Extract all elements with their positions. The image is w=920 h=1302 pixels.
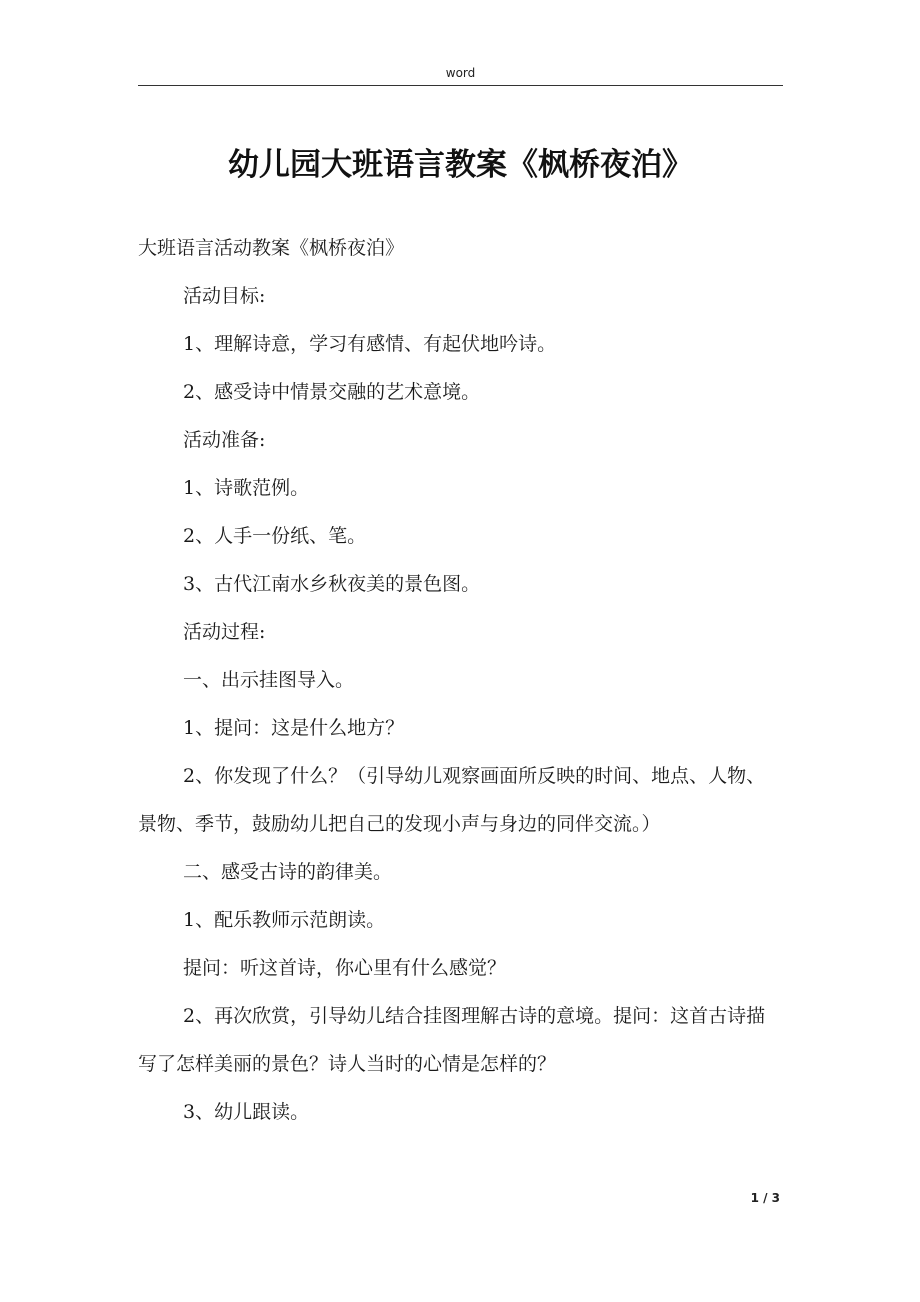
paragraph: 活动准备: bbox=[183, 429, 266, 451]
header-rule bbox=[138, 85, 783, 86]
paragraph: 大班语言活动教案《枫桥夜泊》 bbox=[138, 237, 405, 259]
paragraph: 一、出示挂图导入。 bbox=[183, 669, 355, 691]
paragraph: 2、感受诗中情景交融的艺术意境。 bbox=[183, 381, 481, 403]
paragraph: 1、提问：这是什么地方？ bbox=[183, 717, 405, 739]
page-header bbox=[138, 64, 783, 86]
document-title: 幼儿园大班语言教案《枫桥夜泊》 bbox=[228, 147, 693, 183]
paragraph: 活动目标: bbox=[183, 285, 266, 307]
paragraph: 2、你发现了什么？（引导幼儿观察画面所反映的时间、地点、人物、景物、季节，鼓励幼儿把自己的发现小声与身边的同伴交流。） bbox=[138, 765, 766, 835]
header-label: word bbox=[445, 66, 476, 80]
paragraph: 2、再次欣赏，引导幼儿结合挂图理解古诗的意境。提问：这首古诗描写了怎样美丽的景色？诗人当时的心情是怎样的？ bbox=[138, 1005, 766, 1075]
paragraph: 提问：听这首诗，你心里有什么感觉？ bbox=[183, 957, 507, 979]
paragraph: 1、理解诗意，学习有感情、有起伏地吟诗。 bbox=[183, 333, 557, 355]
paragraph: 活动过程: bbox=[183, 621, 266, 643]
paragraph: 3、幼儿跟读。 bbox=[183, 1101, 310, 1123]
paragraph: 1、配乐教师示范朗读。 bbox=[183, 909, 386, 931]
paragraph: 1、诗歌范例。 bbox=[183, 477, 310, 499]
document-body bbox=[138, 224, 783, 1136]
paragraph: 二、感受古诗的韵律美。 bbox=[183, 861, 393, 883]
paragraph: 3、古代江南水乡秋夜美的景色图。 bbox=[183, 573, 481, 595]
paragraph: 2、人手一份纸、笔。 bbox=[183, 525, 367, 547]
page-number: 1 / 3 bbox=[750, 1191, 780, 1205]
